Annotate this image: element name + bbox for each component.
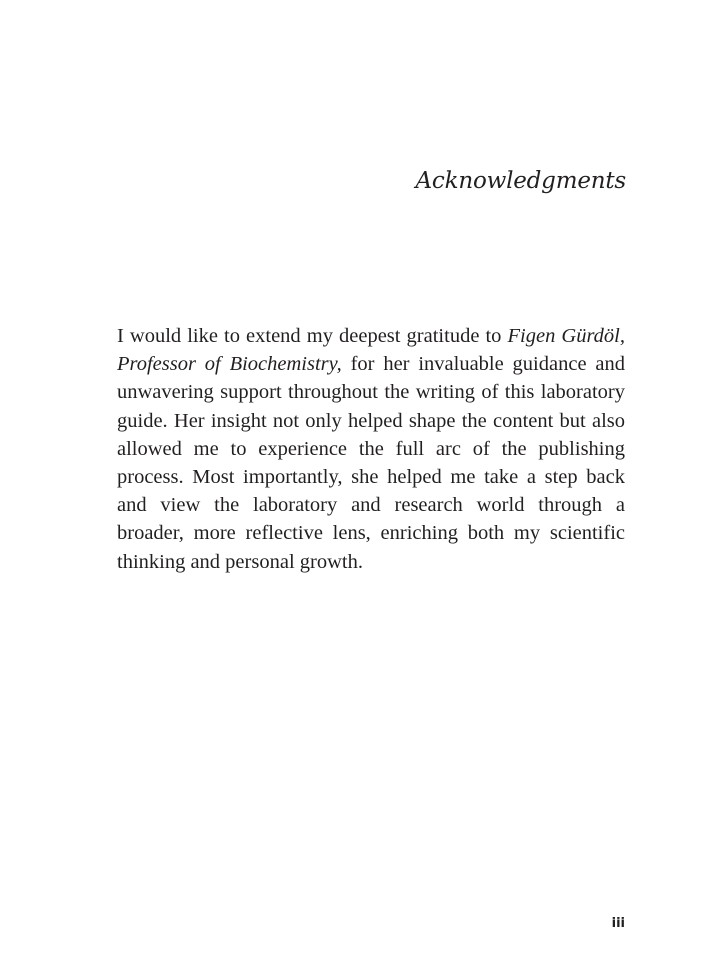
paragraph-intro: I would like to extend my deepest gratitude to <box>117 325 508 347</box>
person-name-title: Figen Gürdöl, Professor of Biochemistry, <box>117 325 625 376</box>
page-number: iii <box>611 916 625 931</box>
acknowledgment-paragraph <box>117 322 625 576</box>
page-title: Acknowledgments <box>415 168 626 194</box>
paragraph-rest: for her invaluable guidance and unwavering support throughout the writing of this laboratory guide. Her insight not only helped shape the content but also allowed me to experience the full arc of the publishing process. Most importantly, she helped me take a step back and view the laboratory and research world through a broader, more reflective lens, enriching both my scientific thinking and personal growth. <box>117 353 625 573</box>
